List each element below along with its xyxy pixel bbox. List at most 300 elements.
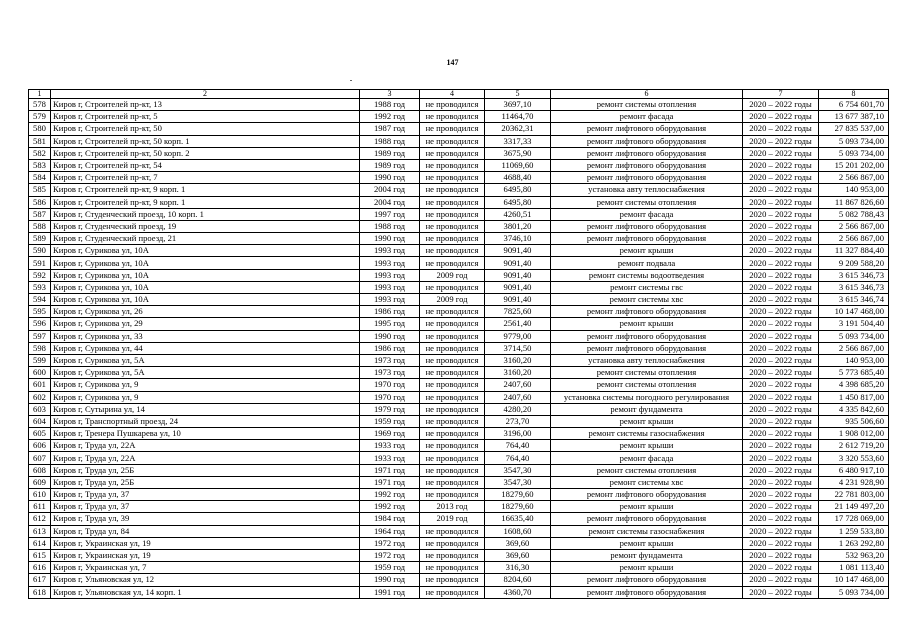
period-cell: 2020 – 2022 годы bbox=[743, 123, 819, 135]
row-number-cell: 616 bbox=[29, 562, 51, 574]
work-type-cell: ремонт фасада bbox=[551, 208, 743, 220]
area-cell: 3160,20 bbox=[485, 367, 551, 379]
row-number-cell: 607 bbox=[29, 452, 51, 464]
area-cell: 4360,70 bbox=[485, 586, 551, 598]
table-row bbox=[29, 562, 889, 574]
address-cell: Киров г, Тренера Пушкарева ул, 10 bbox=[51, 428, 360, 440]
table-row bbox=[29, 172, 889, 184]
build-year-cell: 1990 год bbox=[360, 233, 420, 245]
last-repair-year-cell: не проводился bbox=[420, 354, 485, 366]
row-number-cell: 589 bbox=[29, 233, 51, 245]
cost-cell: 4 398 685,20 bbox=[819, 379, 889, 391]
area-cell: 3697,10 bbox=[485, 99, 551, 111]
column-header: 7 bbox=[743, 90, 819, 99]
build-year-cell: 1993 год bbox=[360, 294, 420, 306]
period-cell: 2020 – 2022 годы bbox=[743, 549, 819, 561]
table-row bbox=[29, 220, 889, 232]
build-year-cell: 1972 год bbox=[360, 537, 420, 549]
period-cell: 2020 – 2022 годы bbox=[743, 233, 819, 245]
row-number-cell: 588 bbox=[29, 220, 51, 232]
address-cell: Киров г, Строителей пр-кт, 13 bbox=[51, 99, 360, 111]
table-row bbox=[29, 330, 889, 342]
period-cell: 2020 – 2022 годы bbox=[743, 184, 819, 196]
column-header: 5 bbox=[485, 90, 551, 99]
cost-cell: 1 908 012,00 bbox=[819, 428, 889, 440]
row-number-cell: 610 bbox=[29, 489, 51, 501]
work-type-cell: ремонт системы гвс bbox=[551, 281, 743, 293]
row-number-cell: 597 bbox=[29, 330, 51, 342]
row-number-cell: 614 bbox=[29, 537, 51, 549]
table-body bbox=[29, 99, 889, 599]
area-cell: 9091,40 bbox=[485, 269, 551, 281]
last-repair-year-cell: не проводился bbox=[420, 135, 485, 147]
area-cell: 3547,30 bbox=[485, 476, 551, 488]
period-cell: 2020 – 2022 годы bbox=[743, 403, 819, 415]
last-repair-year-cell: не проводился bbox=[420, 464, 485, 476]
address-cell: Киров г, Сурикова ул, 10А bbox=[51, 257, 360, 269]
table-row bbox=[29, 354, 889, 366]
period-cell: 2020 – 2022 годы bbox=[743, 99, 819, 111]
table-row bbox=[29, 99, 889, 111]
column-header: 6 bbox=[551, 90, 743, 99]
period-cell: 2020 – 2022 годы bbox=[743, 245, 819, 257]
row-number-cell: 585 bbox=[29, 184, 51, 196]
row-number-cell: 595 bbox=[29, 306, 51, 318]
last-repair-year-cell: не проводился bbox=[420, 233, 485, 245]
address-cell: Киров г, Транспортный проезд, 24 bbox=[51, 415, 360, 427]
last-repair-year-cell: не проводился bbox=[420, 306, 485, 318]
period-cell: 2020 – 2022 годы bbox=[743, 476, 819, 488]
work-type-cell: ремонт лифтового оборудования bbox=[551, 306, 743, 318]
address-cell: Киров г, Студенческий проезд, 19 bbox=[51, 220, 360, 232]
cost-cell: 1 450 817,00 bbox=[819, 391, 889, 403]
row-number-cell: 579 bbox=[29, 111, 51, 123]
area-cell: 3160,20 bbox=[485, 354, 551, 366]
last-repair-year-cell: не проводился bbox=[420, 574, 485, 586]
period-cell: 2020 – 2022 годы bbox=[743, 415, 819, 427]
period-cell: 2020 – 2022 годы bbox=[743, 574, 819, 586]
table-row bbox=[29, 184, 889, 196]
address-cell: Киров г, Труда ул, 22А bbox=[51, 440, 360, 452]
cost-cell: 935 506,60 bbox=[819, 415, 889, 427]
address-cell: Киров г, Сурикова ул, 10А bbox=[51, 269, 360, 281]
work-type-cell: ремонт фундамента bbox=[551, 403, 743, 415]
cost-cell: 1 081 113,40 bbox=[819, 562, 889, 574]
cost-cell: 3 615 346,74 bbox=[819, 294, 889, 306]
row-number-cell: 578 bbox=[29, 99, 51, 111]
cost-cell: 3 320 553,60 bbox=[819, 452, 889, 464]
area-cell: 3714,50 bbox=[485, 342, 551, 354]
table-row bbox=[29, 574, 889, 586]
work-type-cell: установка авту теплоснабжения bbox=[551, 184, 743, 196]
last-repair-year-cell: не проводился bbox=[420, 99, 485, 111]
area-cell: 11069,60 bbox=[485, 159, 551, 171]
address-cell: Киров г, Сурикова ул, 9 bbox=[51, 379, 360, 391]
build-year-cell: 1997 год bbox=[360, 208, 420, 220]
last-repair-year-cell: не проводился bbox=[420, 537, 485, 549]
area-cell: 7825,60 bbox=[485, 306, 551, 318]
build-year-cell: 1992 год bbox=[360, 489, 420, 501]
address-cell: Киров г, Сурикова ул, 10А bbox=[51, 245, 360, 257]
table-row bbox=[29, 391, 889, 403]
address-cell: Киров г, Ульяновская ул, 14 корп. 1 bbox=[51, 586, 360, 598]
build-year-cell: 1979 год bbox=[360, 403, 420, 415]
cost-cell: 5 093 734,00 bbox=[819, 147, 889, 159]
table-row bbox=[29, 476, 889, 488]
area-cell: 3547,30 bbox=[485, 464, 551, 476]
cost-cell: 3 615 346,73 bbox=[819, 281, 889, 293]
row-number-cell: 608 bbox=[29, 464, 51, 476]
period-cell: 2020 – 2022 годы bbox=[743, 220, 819, 232]
area-cell: 8204,60 bbox=[485, 574, 551, 586]
table-row bbox=[29, 586, 889, 598]
period-cell: 2020 – 2022 годы bbox=[743, 294, 819, 306]
last-repair-year-cell: не проводился bbox=[420, 184, 485, 196]
build-year-cell: 1971 год bbox=[360, 476, 420, 488]
last-repair-year-cell: 2009 год bbox=[420, 294, 485, 306]
address-cell: Киров г, Труда ул, 39 bbox=[51, 513, 360, 525]
address-cell: Киров г, Студенческий проезд, 21 bbox=[51, 233, 360, 245]
cost-cell: 21 149 497,20 bbox=[819, 501, 889, 513]
build-year-cell: 1993 год bbox=[360, 257, 420, 269]
row-number-cell: 587 bbox=[29, 208, 51, 220]
row-number-cell: 582 bbox=[29, 147, 51, 159]
address-cell: Киров г, Строителей пр-кт, 50 bbox=[51, 123, 360, 135]
build-year-cell: 1988 год bbox=[360, 135, 420, 147]
cost-cell: 10 147 468,00 bbox=[819, 574, 889, 586]
work-type-cell: установка системы погодного регулирования bbox=[551, 391, 743, 403]
table-row bbox=[29, 452, 889, 464]
table-row bbox=[29, 489, 889, 501]
table-row bbox=[29, 501, 889, 513]
table-row bbox=[29, 428, 889, 440]
build-year-cell: 1970 год bbox=[360, 379, 420, 391]
cost-cell: 17 728 069,00 bbox=[819, 513, 889, 525]
build-year-cell: 1986 год bbox=[360, 342, 420, 354]
work-type-cell: ремонт системы отопления bbox=[551, 367, 743, 379]
address-cell: Киров г, Сурикова ул, 33 bbox=[51, 330, 360, 342]
work-type-cell: ремонт лифтового оборудования bbox=[551, 513, 743, 525]
build-year-cell: 1988 год bbox=[360, 99, 420, 111]
area-cell: 6495,80 bbox=[485, 184, 551, 196]
cost-cell: 2 612 719,20 bbox=[819, 440, 889, 452]
cost-cell: 2 566 867,00 bbox=[819, 233, 889, 245]
period-cell: 2020 – 2022 годы bbox=[743, 586, 819, 598]
last-repair-year-cell: не проводился bbox=[420, 281, 485, 293]
area-cell: 9091,40 bbox=[485, 245, 551, 257]
last-repair-year-cell: не проводился bbox=[420, 391, 485, 403]
table-row bbox=[29, 525, 889, 537]
table-row bbox=[29, 318, 889, 330]
period-cell: 2020 – 2022 годы bbox=[743, 513, 819, 525]
period-cell: 2020 – 2022 годы bbox=[743, 354, 819, 366]
work-type-cell: ремонт лифтового оборудования bbox=[551, 220, 743, 232]
last-repair-year-cell: не проводился bbox=[420, 159, 485, 171]
row-number-cell: 617 bbox=[29, 574, 51, 586]
build-year-cell: 1973 год bbox=[360, 367, 420, 379]
last-repair-year-cell: не проводился bbox=[420, 379, 485, 391]
address-cell: Киров г, Украинская ул, 19 bbox=[51, 537, 360, 549]
work-type-cell: ремонт системы хвс bbox=[551, 294, 743, 306]
address-cell: Киров г, Сурикова ул, 29 bbox=[51, 318, 360, 330]
table-row bbox=[29, 135, 889, 147]
last-repair-year-cell: не проводился bbox=[420, 415, 485, 427]
period-cell: 2020 – 2022 годы bbox=[743, 147, 819, 159]
last-repair-year-cell: не проводился bbox=[420, 318, 485, 330]
work-type-cell: ремонт лифтового оборудования bbox=[551, 330, 743, 342]
period-cell: 2020 – 2022 годы bbox=[743, 281, 819, 293]
work-type-cell: ремонт лифтового оборудования bbox=[551, 159, 743, 171]
area-cell: 764,40 bbox=[485, 452, 551, 464]
cost-cell: 5 093 734,00 bbox=[819, 135, 889, 147]
row-number-cell: 592 bbox=[29, 269, 51, 281]
cost-cell: 10 147 468,00 bbox=[819, 306, 889, 318]
build-year-cell: 1959 год bbox=[360, 415, 420, 427]
work-type-cell: ремонт системы хвс bbox=[551, 476, 743, 488]
cost-cell: 1 259 533,80 bbox=[819, 525, 889, 537]
work-type-cell: ремонт системы газоснабжения bbox=[551, 525, 743, 537]
period-cell: 2020 – 2022 годы bbox=[743, 269, 819, 281]
column-number-row bbox=[29, 90, 889, 99]
period-cell: 2020 – 2022 годы bbox=[743, 562, 819, 574]
work-type-cell: ремонт лифтового оборудования bbox=[551, 233, 743, 245]
area-cell: 369,60 bbox=[485, 549, 551, 561]
address-cell: Киров г, Студенческий проезд, 10 корп. 1 bbox=[51, 208, 360, 220]
build-year-cell: 1991 год bbox=[360, 586, 420, 598]
period-cell: 2020 – 2022 годы bbox=[743, 367, 819, 379]
work-type-cell: ремонт крыши bbox=[551, 318, 743, 330]
last-repair-year-cell: не проводился bbox=[420, 111, 485, 123]
work-type-cell: ремонт подвала bbox=[551, 257, 743, 269]
build-year-cell: 1990 год bbox=[360, 574, 420, 586]
build-year-cell: 1969 год bbox=[360, 428, 420, 440]
table-row bbox=[29, 342, 889, 354]
row-number-cell: 583 bbox=[29, 159, 51, 171]
build-year-cell: 1992 год bbox=[360, 111, 420, 123]
address-cell: Киров г, Украинская ул, 19 bbox=[51, 549, 360, 561]
address-cell: Киров г, Строителей пр-кт, 50 корп. 2 bbox=[51, 147, 360, 159]
period-cell: 2020 – 2022 годы bbox=[743, 306, 819, 318]
area-cell: 6495,80 bbox=[485, 196, 551, 208]
row-number-cell: 594 bbox=[29, 294, 51, 306]
period-cell: 2020 – 2022 годы bbox=[743, 330, 819, 342]
row-number-cell: 603 bbox=[29, 403, 51, 415]
cost-cell: 6 480 917,10 bbox=[819, 464, 889, 476]
row-number-cell: 590 bbox=[29, 245, 51, 257]
period-cell: 2020 – 2022 годы bbox=[743, 489, 819, 501]
period-cell: 2020 – 2022 годы bbox=[743, 172, 819, 184]
row-number-cell: 581 bbox=[29, 135, 51, 147]
work-type-cell: ремонт системы водоотведения bbox=[551, 269, 743, 281]
last-repair-year-cell: не проводился bbox=[420, 147, 485, 159]
build-year-cell: 1990 год bbox=[360, 330, 420, 342]
cost-cell: 4 335 842,60 bbox=[819, 403, 889, 415]
table-row bbox=[29, 281, 889, 293]
cost-cell: 5 773 685,40 bbox=[819, 367, 889, 379]
area-cell: 9091,40 bbox=[485, 257, 551, 269]
row-number-cell: 584 bbox=[29, 172, 51, 184]
work-type-cell: ремонт крыши bbox=[551, 501, 743, 513]
last-repair-year-cell: не проводился bbox=[420, 172, 485, 184]
address-cell: Киров г, Строителей пр-кт, 50 корп. 1 bbox=[51, 135, 360, 147]
row-number-cell: 586 bbox=[29, 196, 51, 208]
period-cell: 2020 – 2022 годы bbox=[743, 257, 819, 269]
area-cell: 4260,51 bbox=[485, 208, 551, 220]
address-cell: Киров г, Строителей пр-кт, 54 bbox=[51, 159, 360, 171]
row-number-cell: 580 bbox=[29, 123, 51, 135]
row-number-cell: 604 bbox=[29, 415, 51, 427]
period-cell: 2020 – 2022 годы bbox=[743, 196, 819, 208]
period-cell: 2020 – 2022 годы bbox=[743, 391, 819, 403]
work-type-cell: ремонт фасада bbox=[551, 452, 743, 464]
area-cell: 4280,20 bbox=[485, 403, 551, 415]
build-year-cell: 1986 год bbox=[360, 306, 420, 318]
work-type-cell: ремонт системы отопления bbox=[551, 196, 743, 208]
last-repair-year-cell: не проводился bbox=[420, 342, 485, 354]
table-row bbox=[29, 269, 889, 281]
build-year-cell: 1995 год bbox=[360, 318, 420, 330]
cost-cell: 1 263 292,80 bbox=[819, 537, 889, 549]
cost-cell: 3 191 504,40 bbox=[819, 318, 889, 330]
build-year-cell: 1990 год bbox=[360, 172, 420, 184]
build-year-cell: 1993 год bbox=[360, 269, 420, 281]
cost-cell: 6 754 601,70 bbox=[819, 99, 889, 111]
last-repair-year-cell: не проводился bbox=[420, 123, 485, 135]
last-repair-year-cell: не проводился bbox=[420, 476, 485, 488]
last-repair-year-cell: 2009 год bbox=[420, 269, 485, 281]
work-type-cell: ремонт лифтового оборудования bbox=[551, 123, 743, 135]
area-cell: 1608,60 bbox=[485, 525, 551, 537]
area-cell: 9091,40 bbox=[485, 294, 551, 306]
address-cell: Киров г, Сурикова ул, 10А bbox=[51, 281, 360, 293]
table-row bbox=[29, 233, 889, 245]
build-year-cell: 2004 год bbox=[360, 184, 420, 196]
address-cell: Киров г, Строителей пр-кт, 7 bbox=[51, 172, 360, 184]
last-repair-year-cell: не проводился bbox=[420, 196, 485, 208]
work-type-cell: ремонт лифтового оборудования bbox=[551, 586, 743, 598]
address-cell: Киров г, Ульяновская ул, 12 bbox=[51, 574, 360, 586]
work-type-cell: ремонт фасада bbox=[551, 111, 743, 123]
column-header: 3 bbox=[360, 90, 420, 99]
table-row bbox=[29, 123, 889, 135]
row-number-cell: 601 bbox=[29, 379, 51, 391]
table-row bbox=[29, 196, 889, 208]
last-repair-year-cell: не проводился bbox=[420, 330, 485, 342]
address-cell: Киров г, Труда ул, 37 bbox=[51, 501, 360, 513]
table-row bbox=[29, 257, 889, 269]
build-year-cell: 1984 год bbox=[360, 513, 420, 525]
column-header: 4 bbox=[420, 90, 485, 99]
area-cell: 18279,60 bbox=[485, 501, 551, 513]
table-row bbox=[29, 415, 889, 427]
work-type-cell: ремонт лифтового оборудования bbox=[551, 172, 743, 184]
build-year-cell: 1993 год bbox=[360, 281, 420, 293]
last-repair-year-cell: не проводился bbox=[420, 367, 485, 379]
period-cell: 2020 – 2022 годы bbox=[743, 440, 819, 452]
area-cell: 20362,31 bbox=[485, 123, 551, 135]
area-cell: 9091,40 bbox=[485, 281, 551, 293]
table-row bbox=[29, 294, 889, 306]
cost-cell: 27 835 537,00 bbox=[819, 123, 889, 135]
last-repair-year-cell: не проводился bbox=[420, 208, 485, 220]
cost-cell: 3 615 346,73 bbox=[819, 269, 889, 281]
last-repair-year-cell: не проводился bbox=[420, 257, 485, 269]
row-number-cell: 618 bbox=[29, 586, 51, 598]
period-cell: 2020 – 2022 годы bbox=[743, 501, 819, 513]
address-cell: Киров г, Труда ул, 37 bbox=[51, 489, 360, 501]
column-header: 8 bbox=[819, 90, 889, 99]
row-number-cell: 591 bbox=[29, 257, 51, 269]
cost-cell: 140 953,00 bbox=[819, 354, 889, 366]
table-row bbox=[29, 440, 889, 452]
area-cell: 764,40 bbox=[485, 440, 551, 452]
last-repair-year-cell: не проводился bbox=[420, 440, 485, 452]
address-cell: Киров г, Сутырина ул, 14 bbox=[51, 403, 360, 415]
row-number-cell: 615 bbox=[29, 549, 51, 561]
last-repair-year-cell: не проводился bbox=[420, 586, 485, 598]
area-cell: 2407,60 bbox=[485, 391, 551, 403]
last-repair-year-cell: не проводился bbox=[420, 428, 485, 440]
row-number-cell: 598 bbox=[29, 342, 51, 354]
build-year-cell: 1987 год bbox=[360, 123, 420, 135]
build-year-cell: 1971 год bbox=[360, 464, 420, 476]
cost-cell: 2 566 867,00 bbox=[819, 342, 889, 354]
area-cell: 316,30 bbox=[485, 562, 551, 574]
period-cell: 2020 – 2022 годы bbox=[743, 318, 819, 330]
address-cell: Киров г, Сурикова ул, 5А bbox=[51, 354, 360, 366]
build-year-cell: 1972 год bbox=[360, 549, 420, 561]
cost-cell: 13 677 387,10 bbox=[819, 111, 889, 123]
last-repair-year-cell: не проводился bbox=[420, 525, 485, 537]
row-number-cell: 609 bbox=[29, 476, 51, 488]
table-row bbox=[29, 111, 889, 123]
work-type-cell: ремонт крыши bbox=[551, 562, 743, 574]
table-row bbox=[29, 306, 889, 318]
build-year-cell: 1973 год bbox=[360, 354, 420, 366]
work-type-cell: ремонт лифтового оборудования bbox=[551, 147, 743, 159]
scan-dot bbox=[350, 80, 352, 81]
row-number-cell: 611 bbox=[29, 501, 51, 513]
address-cell: Киров г, Строителей пр-кт, 5 bbox=[51, 111, 360, 123]
work-type-cell: ремонт системы газоснабжения bbox=[551, 428, 743, 440]
table-row bbox=[29, 367, 889, 379]
period-cell: 2020 – 2022 годы bbox=[743, 208, 819, 220]
area-cell: 369,60 bbox=[485, 537, 551, 549]
build-year-cell: 2004 год bbox=[360, 196, 420, 208]
period-cell: 2020 – 2022 годы bbox=[743, 111, 819, 123]
cost-cell: 532 963,20 bbox=[819, 549, 889, 561]
work-type-cell: ремонт крыши bbox=[551, 537, 743, 549]
table-row bbox=[29, 379, 889, 391]
cost-cell: 9 209 588,20 bbox=[819, 257, 889, 269]
area-cell: 16635,40 bbox=[485, 513, 551, 525]
build-year-cell: 1992 год bbox=[360, 501, 420, 513]
work-type-cell: установка авту теплоснабжения bbox=[551, 354, 743, 366]
cost-cell: 5 093 734,00 bbox=[819, 330, 889, 342]
table-row bbox=[29, 147, 889, 159]
period-cell: 2020 – 2022 годы bbox=[743, 537, 819, 549]
address-cell: Киров г, Труда ул, 25Б bbox=[51, 464, 360, 476]
table-row bbox=[29, 513, 889, 525]
build-year-cell: 1933 год bbox=[360, 440, 420, 452]
area-cell: 18279,60 bbox=[485, 489, 551, 501]
cost-cell: 11 867 826,60 bbox=[819, 196, 889, 208]
last-repair-year-cell: не проводился bbox=[420, 403, 485, 415]
area-cell: 273,70 bbox=[485, 415, 551, 427]
period-cell: 2020 – 2022 годы bbox=[743, 379, 819, 391]
address-cell: Киров г, Сурикова ул, 26 bbox=[51, 306, 360, 318]
table-row bbox=[29, 403, 889, 415]
